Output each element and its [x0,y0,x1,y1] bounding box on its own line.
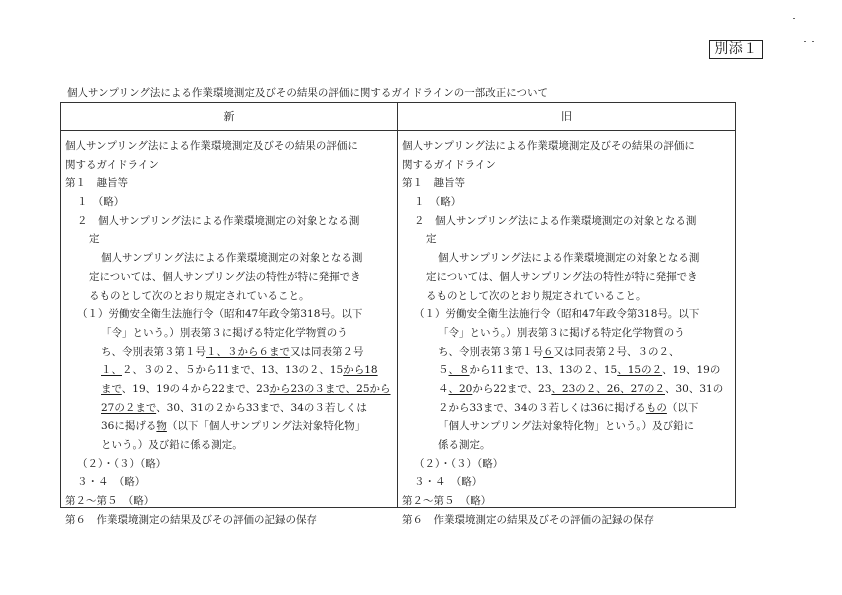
text-segment: （１）労働安全衛生法施行令（昭和47年政令第318号。以下 [77,308,363,321]
text-segment: 関するガイドライン [402,158,496,171]
underlined-text: 、20 [448,382,473,395]
text-line [65,399,395,418]
scan-speck [812,41,814,42]
underlined-text: まで [101,382,122,395]
text-line [65,212,395,231]
text-segment: 係る測定。 [438,439,491,451]
text-segment: 「令」という。）別表第３に掲げる特定化学物質のう [101,326,348,339]
text-segment: 第１ 趣旨等 [65,177,128,190]
text-segment: ち、令別表第３第１号 [101,345,206,358]
text-segment: ち、令別表第３第１号 [438,345,543,358]
text-segment: 定 [89,233,100,246]
text-segment: から22まで、23 [472,382,552,395]
column-divider [397,103,398,507]
text-line [65,230,395,249]
text-segment: 個人サンプリング法による作業環境測定の対象となる測 [101,252,363,265]
text-segment: 個人サンプリング法による作業環境測定及びその結果の評価に [65,140,358,152]
text-line [65,511,395,530]
text-line [402,137,732,156]
text-segment: １ （略） [414,196,462,209]
scan-speck [793,18,795,19]
text-line [402,249,732,268]
text-line [402,417,732,436]
text-segment: るものとして次のとおり規定されていること。 [89,289,310,302]
text-segment: ２から33まで、34の３若しくは36に掲げる [438,401,646,414]
text-line [65,455,395,474]
underlined-text: から18 [343,364,378,377]
text-line [65,174,395,193]
text-segment: ３・４ （略） [414,476,483,489]
underlined-text: 、15の２ [617,364,663,377]
text-line [402,230,732,249]
text-segment: 関するガイドライン [65,158,159,171]
text-segment: 又は同表第２号、３の２、 [553,345,680,358]
text-line [65,156,395,175]
text-segment: 、19、19の [662,364,721,377]
text-segment: 第６ 作業環境測定の結果及びその評価の記録の保存 [65,513,317,526]
text-segment: 第１ 趣旨等 [402,177,465,190]
underlined-text: 、８ [448,364,470,377]
text-line [402,174,732,193]
column-header-old: 旧 [561,110,572,123]
new-text-column [65,137,395,526]
text-segment: 、19、19の４から22まで、23 [121,382,270,395]
text-segment: ２ 個人サンプリング法による作業環境測定の対象となる測 [77,214,360,227]
text-segment: ２ 個人サンプリング法による作業環境測定の対象となる測 [414,214,697,227]
text-segment: 定 [426,233,437,246]
underlined-text: 物 [156,420,167,433]
column-header-new: 新 [223,110,235,123]
text-segment: という。）及び鉛に係る測定。 [101,439,243,451]
attachment-label: 別添１ [709,40,763,59]
text-segment: 定については、個人サンプリング法の特性が特に発揮でき [89,270,361,283]
scan-speck [804,41,806,42]
text-line [65,193,395,212]
text-segment: 「令」という。）別表第３に掲げる特定化学物質のう [438,326,685,339]
underlined-text: もの [645,401,667,414]
text-segment: ２、３の２、５から11まで、13、13の２、15 [122,364,344,377]
text-line [65,473,395,492]
text-segment: ４ [438,382,449,395]
text-segment: （以下「個人サンプリング法対象特化物」 [166,420,366,433]
text-segment: 第２～第５ （略） [65,495,155,508]
underlined-text: 、23の２、26、27の２ [551,382,665,395]
text-line [65,287,395,306]
text-line [402,324,732,343]
text-line [402,193,732,212]
text-line [65,324,395,343]
text-line [402,380,732,399]
text-line [402,511,732,530]
text-line [402,305,732,324]
text-line [65,380,395,399]
text-line [402,156,732,175]
text-line [402,361,732,380]
text-segment: 又は同表第２号 [290,345,364,358]
text-line [65,137,395,156]
text-line [402,287,732,306]
text-segment: 個人サンプリング法による作業環境測定及びその結果の評価に [402,140,695,152]
text-line [65,268,395,287]
text-line [65,305,395,324]
text-line [65,249,395,268]
text-segment: 第６ 作業環境測定の結果及びその評価の記録の保存 [402,513,654,526]
text-segment: 「個人サンプリング法対象特化物」という。）及び鉛に [438,420,695,433]
text-line [402,492,732,511]
header-rule [61,130,735,131]
text-line [65,343,395,362]
underlined-text: １、３から６まで [206,345,290,358]
text-line [65,361,395,380]
text-segment: （以下 [666,401,699,414]
text-line [402,399,732,418]
text-segment: から11まで、13、13の２、15 [469,364,618,377]
text-segment: 第２～第５ （略） [402,495,492,508]
text-segment: 36に掲げる [101,420,157,433]
text-line [402,212,732,231]
text-line [65,436,395,455]
text-segment: １ （略） [77,196,125,209]
text-line [65,492,395,511]
text-line [65,417,395,436]
text-line [402,343,732,362]
text-segment: るものとして次のとおり規定されていること。 [426,289,647,302]
text-segment: （２）・（３）（略） [414,457,504,470]
text-line [402,473,732,492]
text-segment: 定については、個人サンプリング法の特性が特に発揮でき [426,270,698,283]
underlined-text: 27の２まで [101,401,157,414]
underlined-text: から23の３まで、25から [269,382,391,395]
text-segment: （１）労働安全衛生法施行令（昭和47年政令第318号。以下 [414,308,700,321]
text-segment: （２）・（３）（略） [77,457,167,470]
text-segment: 個人サンプリング法による作業環境測定の対象となる測 [438,252,700,265]
text-segment: ５ [438,364,449,377]
document-title: 個人サンプリング法による作業環境測定及びその結果の評価に関するガイドラインの一部改正について [67,87,549,99]
text-line [402,268,732,287]
underlined-text: １、 [101,364,122,377]
text-segment: 、30、31の２から33まで、34の３若しくは [156,401,367,414]
comparison-table [60,102,736,526]
text-line [402,436,732,455]
underlined-text: ６ [543,345,554,358]
text-segment: ３・４ （略） [77,476,146,489]
text-line [402,455,732,474]
text-segment: 、30、31の [664,382,724,395]
old-text-column [402,137,732,526]
